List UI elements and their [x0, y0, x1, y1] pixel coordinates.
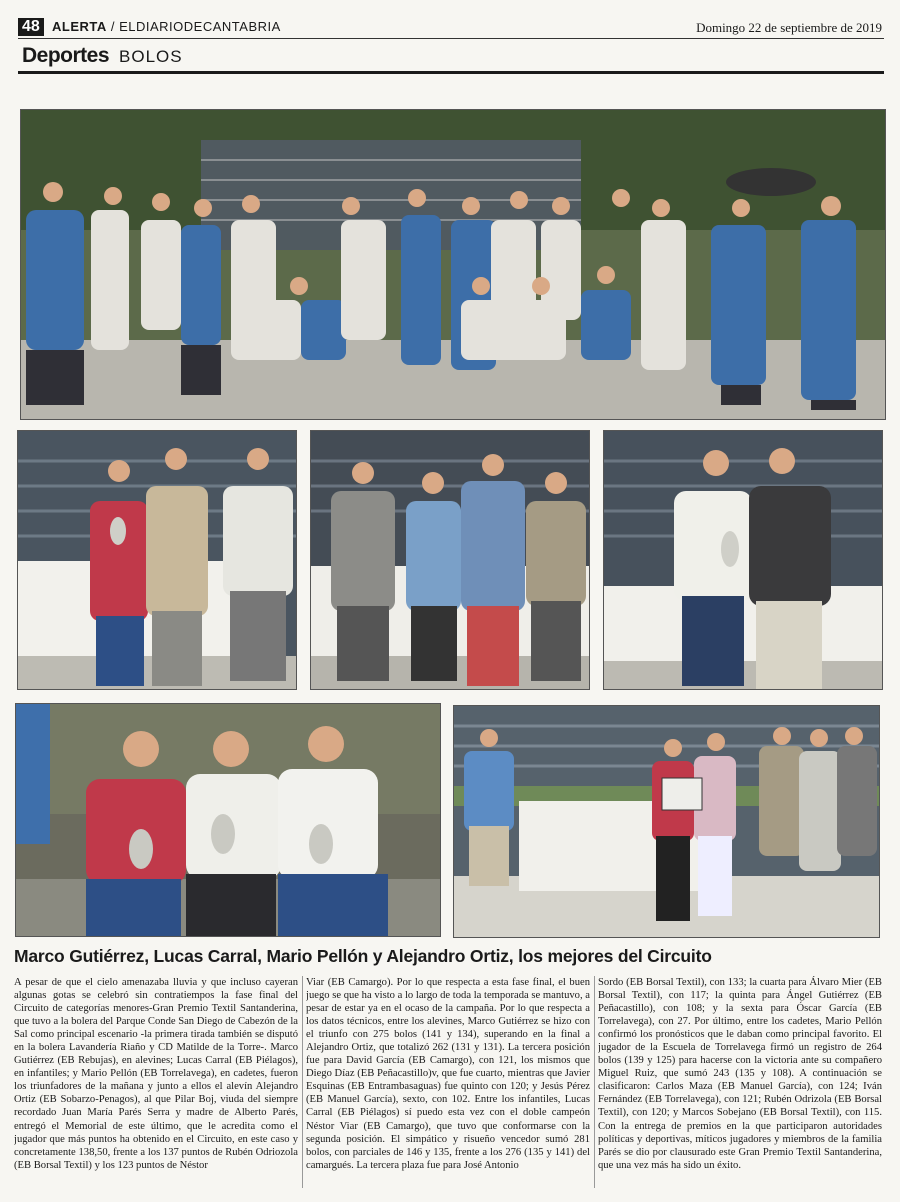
page-header [18, 18, 884, 38]
group-photo [20, 109, 886, 420]
winners-photo [15, 703, 441, 937]
article-headline: Marco Gutiérrez, Lucas Carral, Mario Pellón y Alejandro Ortiz, los mejores del Circuito [14, 946, 712, 966]
section-main: Deportes [22, 44, 110, 67]
issue-date: Domingo 22 de septiembre de 2019 [696, 20, 882, 35]
section-rule [18, 71, 884, 74]
award-photo-3 [603, 430, 883, 690]
section-sub: BOLOS [119, 47, 183, 66]
memorial-photo [453, 705, 880, 938]
page-number: 48 [18, 18, 44, 36]
award-photo-2 [310, 430, 590, 690]
brand-rest: / ELDIARIODECANTABRIA [106, 19, 281, 34]
section-title [22, 44, 183, 70]
column-divider [594, 976, 595, 1188]
article-column-2: Viar (EB Camargo). Por lo que respecta a esta fase final, el buen juego se que ha visto a lo largo de toda la temporada se mantuvo, a pesar de estar ya en el ocaso de la campaña. Por lo que respecta a los datos técnicos, entre los alevines, Marco Gutiérrez se hizo con el triunfo con 275 bolos (141 y 134), superando en la final a Alejandro Ortiz, que totalizó 262 (131 y 131). La tercera posición fue para David García (EB Camargo), con 121, los mismos que Diego Díaz (EB Peñacastillo)v, que fue cuarto, mientras que Javier Esquinas (EB Entrambasaguas) fue quinto con 120; y Jesús Pérez (EB Manuel García), sexto, con 102. Entre los infantiles, Lucas Carral (EB Piélagos) sí puedo esta vez con el doble campeón Néstor Viar (EB Camargo), que tuvo que conformarse con la segunda posición. El simpático y risueño vencedor sumó 281 bolos, con parciales de 146 y 135, frente a los 276 (135 y 141) del camargués. La tercera plaza fue para José Antonio [306, 977, 590, 1171]
article-column-1: A pesar de que el cielo amenazaba lluvia y que incluso cayeran algunas gotas se celebró sin contratiempos la fase final del Circuito de categorías menores-Gran Premio Textil Santanderina, que tuvo a la bolera del Parque Conde San Diego de Cabezón de la Sal como principal escenario -la primera tirada también se disputó en la bolera Lavandería Riaño y CD Matilde de la Torre-. Marco Gutiérrez (EB Rebujas), en alevines; Lucas Carral (EB Piélagos), en infantiles; y Mario Pellón (EB Torrelavega), en cadetes, fueron los triunfadores de la mañana y junto a ellos el alevín Alejandro Ortiz (EB Sobarzo-Penagos), al que Pilar Boj, viuda del siempre recordado Juan María Parés Serra y madre de Alberto Parés, entregó el Memorial de este último, que le acredita como el jugador que más puntos ha obtenido en el Circuito, en este caso y concretamente 138,50, frente a los 137 puntos de Rubén Odriozola (EB Borsal Textil) y los 123 puntos de Néstor [14, 977, 298, 1171]
article-body [14, 976, 884, 1186]
brand-alerta: ALERTA [52, 19, 107, 34]
column-divider [302, 976, 303, 1188]
award-photo-1 [17, 430, 297, 690]
header-rule [18, 38, 884, 39]
publication-name [52, 19, 281, 34]
article-column-3: Sordo (EB Borsal Textil), con 133; la cuarta para Álvaro Mier (EB Borsal Textil), con 117; la quinta para Ángel Gutiérrez (EB Peñacastillo), con 108; y la sexta para Óscar García (EB Torrelavega), con 27. Por último, entre los cadetes, Mario Pellón confirmó los pronósticos que le daban como principal favorito. El jugador de la Escuela de Torrelavega firmó un registro de 264 bolos (139 y 125) para hacerse con la victoria ante su compañero Miguel Ruiz, que sumó 243 (135 y 108). A continuación se clasificaron: Carlos Maza (EB Manuel García), con 124; Iván Fernández (EB Torrelavega), con 121; Rubén Odrizola (EB Borsal Textil), con 120; y Marcos Sobejano (EB Borsal Textil), con 115. Con la entrega de premios en la que participaron autoridades políticas y deportivas, míticos jugadores y miembros de la familia Parés se dio por clausurado este Gran Premio Textil Santanderina, que una vez más ha sido un éxito. [598, 977, 882, 1171]
